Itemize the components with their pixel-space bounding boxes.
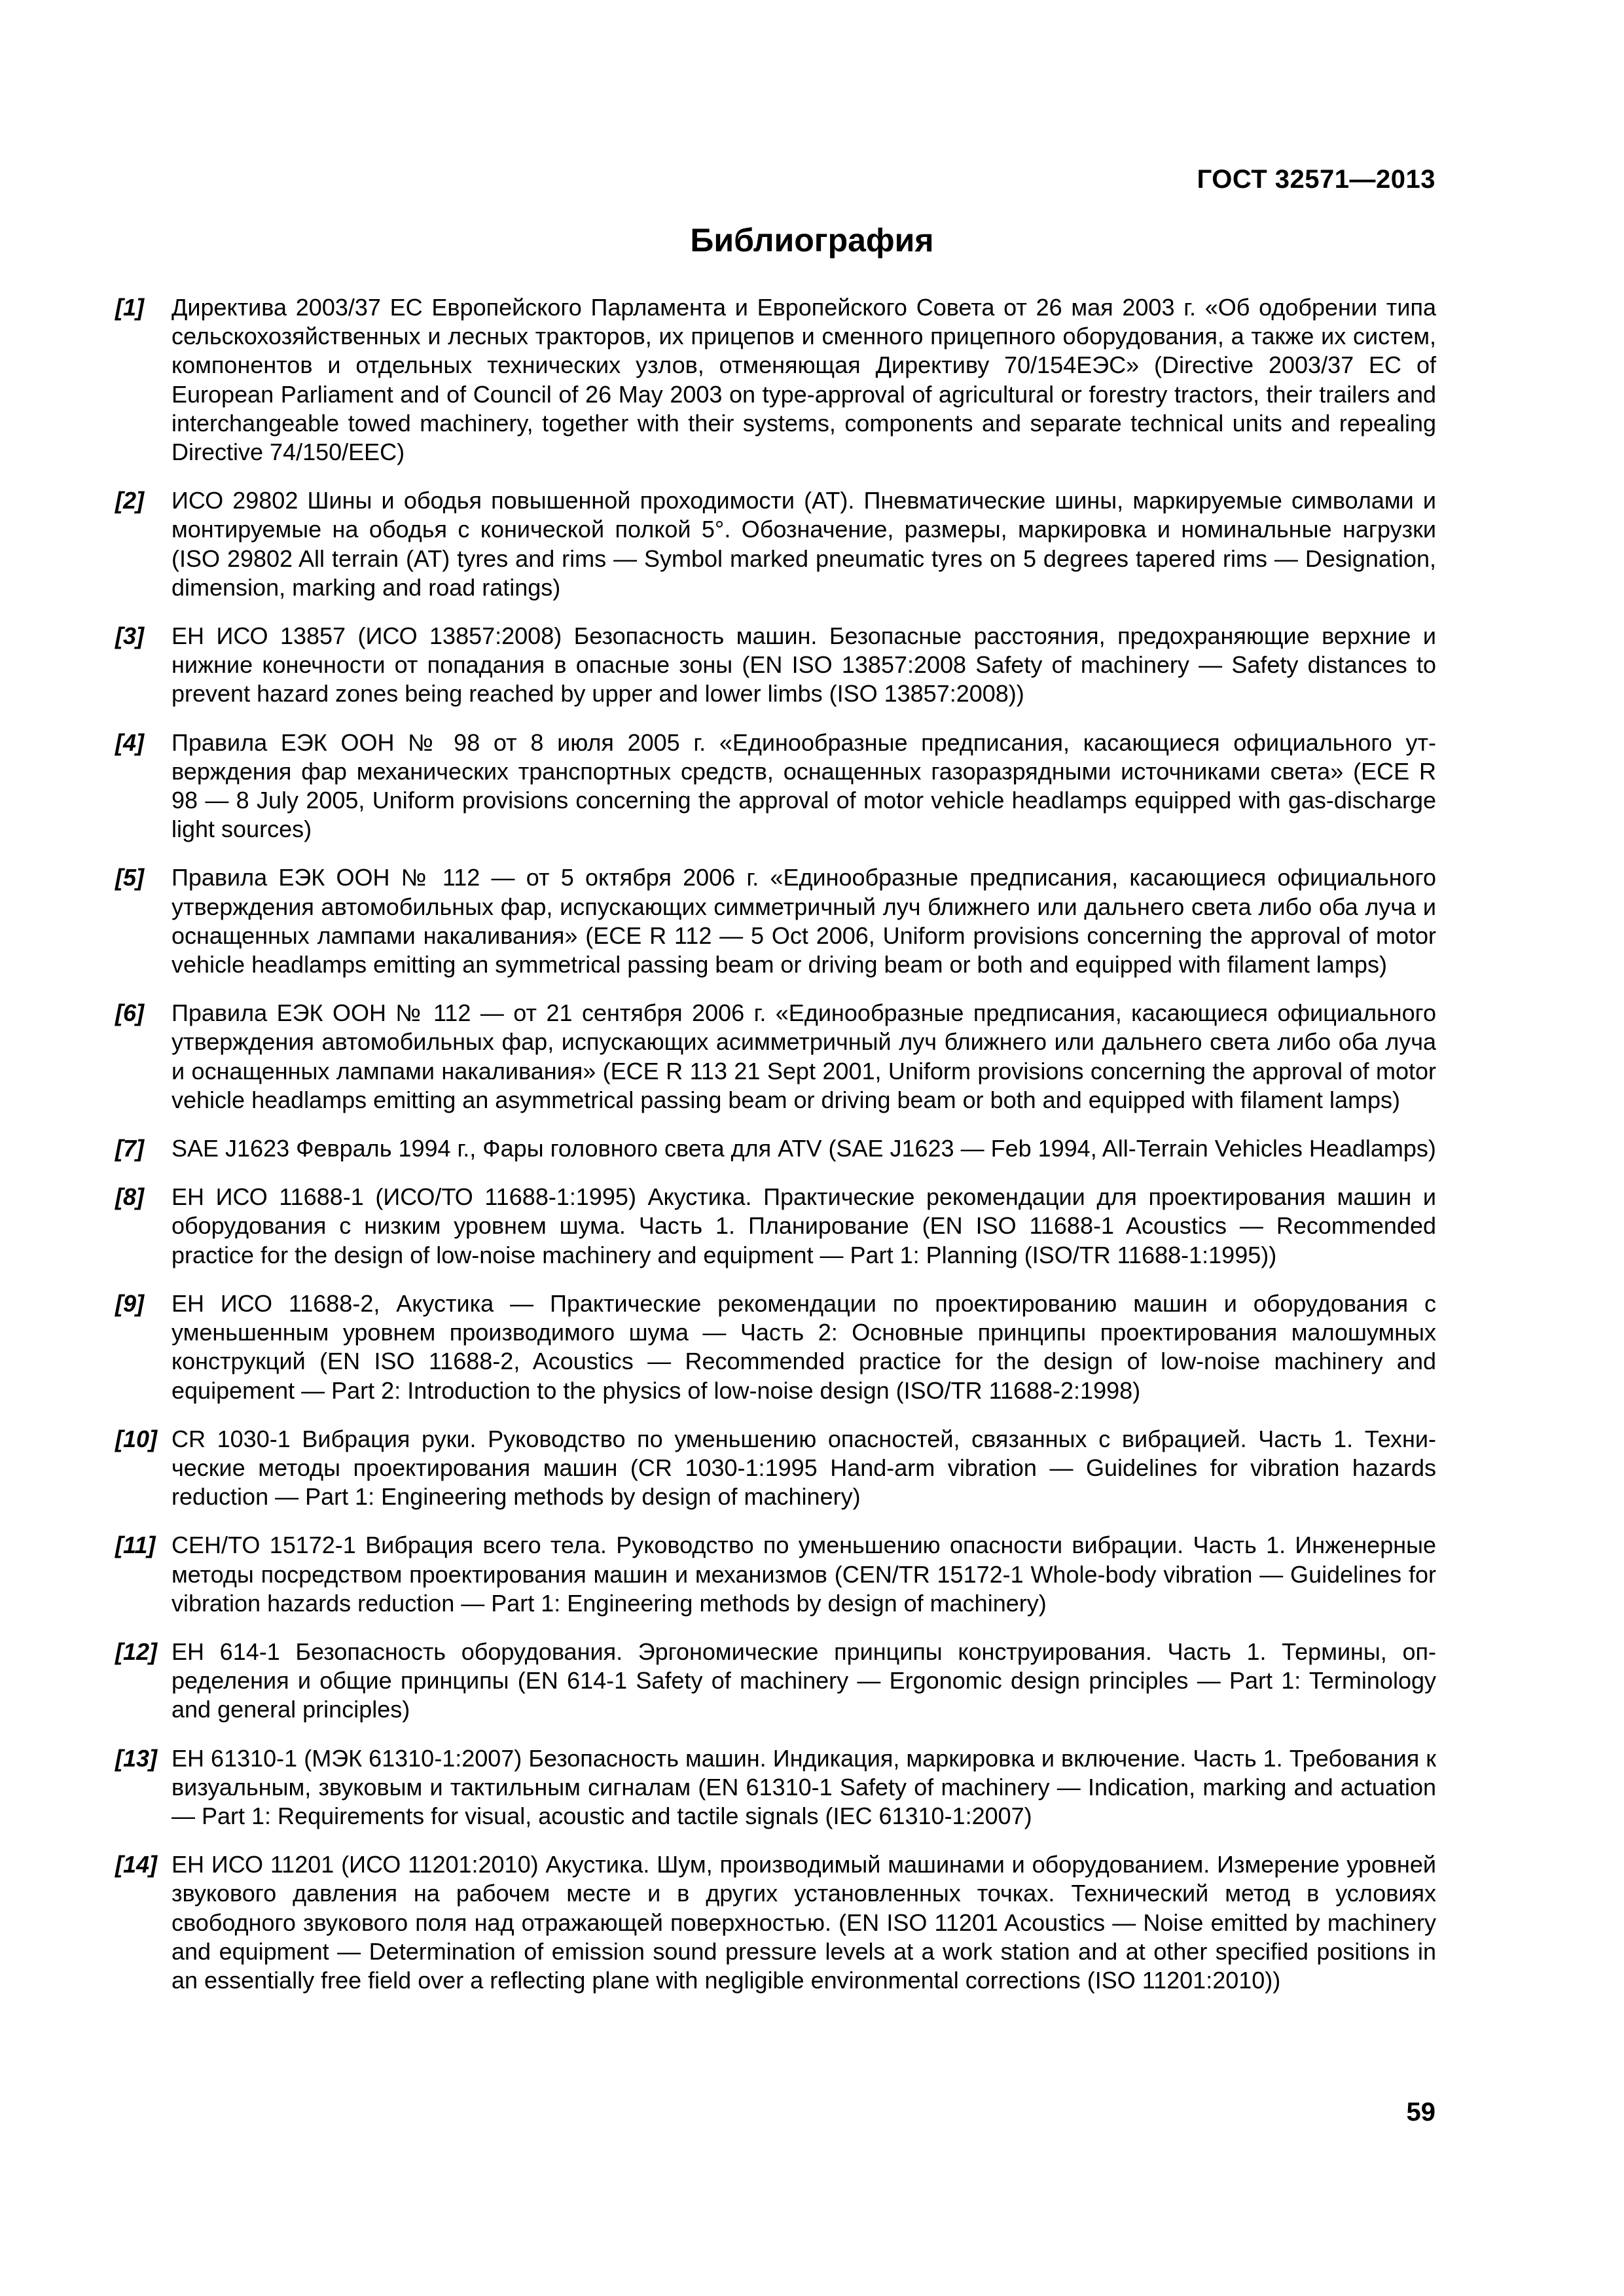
document-code-header: ГОСТ 32571—2013 <box>1197 165 1435 194</box>
reference-number: [1] <box>115 294 144 321</box>
reference-text: ЕН ИСО 11688-1 (ИСО/ТО 11688-1:1995) Акустика. Практические рекомендации для проектирования машин и оборудования с низким уровнем шума. Часть 1. Планирование (EN ISO 11688-1 Acoustics — Recommended practice for the design of low-noise machinery and equipment — Part 1: Planning (ISO/TR 11688-1:1995)) <box>171 1183 1436 1268</box>
bibliography-item <box>115 863 1436 979</box>
bibliography-item <box>115 1134 1436 1163</box>
bibliography-item <box>115 1289 1436 1405</box>
bibliography-item <box>115 622 1436 709</box>
reference-text: ЕН 614-1 Безопасность оборудования. Эргономические принципы конструирования. Часть 1. Термины, определения и общие принципы (EN 614-1 Safety of machinery — Ergonomic design principles — Part 1: Terminology and general principles) <box>171 1638 1436 1723</box>
reference-text: Правила ЕЭК ООН № 112 — от 5 октября 2006 г. «Единообразные предписания, касающиеся официального утверждения автомобильных фар, испускающих симметричный луч ближнего или дальнего света либо оба луча и оснащенных лампами накаливания» (ECE R 112 — 5 Oct 2006, Uniform provisions concerning the approval of motor vehicle headlamps emitting an symmetrical passing beam or driving beam or both and equipped with filament lamps) <box>171 864 1436 978</box>
bibliography-item <box>115 1850 1436 1995</box>
bibliography-item <box>115 486 1436 602</box>
bibliography-item <box>115 1425 1436 1512</box>
reference-text: ЕН 61310-1 (МЭК 61310-1:2007) Безопасность машин. Индикация, маркировка и включение. Часть 1. Требования к визуальным, звуковым и тактильным сигналам (EN 61310-1 Safety of machinery — Indication, marking and actuation — Part 1: Requirements for visual, acoustic and tactile signals (IEC 61310-1:2007) <box>171 1744 1436 1829</box>
reference-number: [4] <box>115 728 144 756</box>
bibliography-item <box>115 293 1436 467</box>
reference-number: [7] <box>115 1135 144 1162</box>
bibliography-item <box>115 1638 1436 1725</box>
bibliography-list <box>115 293 1436 2015</box>
reference-text: CR 1030-1 Вибрация руки. Руководство по уменьшению опасностей, связанных с вибрацией. Часть 1. Технические методы проектирования машин (CR 1030-1:1995 Hand-arm vibration — Guidelines for vibration hazards reduction — Part 1: Engineering methods by design of machinery) <box>171 1425 1436 1511</box>
bibliography-item <box>115 728 1436 844</box>
reference-text: Директива 2003/37 ЕС Европейского Парламента и Европейского Совета от 26 мая 2003 г. «Об одобрении типа сельскохозяйственных и лесных тракторов, их прицепов и сменного прицепного оборудования, а также их систем, компонентов и отдельных технических узлов, отменяющая Директиву 70/154ЕЭС» (Directive 2003/37 EC of European Parliament and of Council of 26 May 2003 on type-approval of agricultural or forestry tractors, their trailers and interchangeable towed machinery, together with their systems, components and separate technical units and repealing Directive 74/150/EEC) <box>171 294 1436 466</box>
reference-number: [13] <box>115 1744 158 1772</box>
reference-number: [3] <box>115 622 144 650</box>
reference-number: [12] <box>115 1638 158 1665</box>
reference-number: [2] <box>115 487 144 514</box>
reference-number: [11] <box>115 1532 156 1559</box>
reference-text: ЕН ИСО 11688-2, Акустика — Практические рекомендации по проектированию машин и оборудования с уменьшенным уровнем производимого шума — Часть 2: Основные принципы проектирования малошумных конструкций (EN ISO 11688-2, Acoustics — Recommended practice for the design of low-noise machinery and equipement — Part 2: Introduction to the physics of low-noise design (ISO/TR 11688-2:1998) <box>171 1289 1436 1404</box>
reference-number: [6] <box>115 999 144 1027</box>
reference-number: [8] <box>115 1183 144 1211</box>
bibliography-item <box>115 1744 1436 1831</box>
reference-number: [14] <box>115 1851 158 1878</box>
reference-number: [10] <box>115 1425 158 1452</box>
reference-number: [9] <box>115 1289 144 1317</box>
reference-text: ЕН ИСО 11201 (ИСО 11201:2010) Акустика. Шум, производимый машинами и оборудованием. Измерение уровней звукового давления на рабочем месте и в других установленных точках. Технический метод в условиях свободного звукового поля над отражающей поверхностью. (EN ISO 11201 Acoustics — Noise emitted by machinery and equipment — Determination of emission sound pressure levels at a work station and at other specified positions in an essentially free field over a reflecting plane with negligible environmental corrections (ISO 11201:2010)) <box>171 1851 1436 1994</box>
reference-text: SAE J1623 Февраль 1994 г., Фары головного света для ATV (SAE J1623 — Feb 1994, All-Terrain Vehicles Headlamps) <box>171 1135 1436 1162</box>
reference-number: [5] <box>115 864 144 891</box>
bibliography-item <box>115 1531 1436 1618</box>
page-title: Библиография <box>690 222 934 259</box>
reference-text: Правила ЕЭК ООН № 112 — от 21 сентября 2006 г. «Единообразные предписания, касающиеся официального утверждения автомобильных фар, испускающих асимметричный луч ближнего или дальнего света либо оба луча и оснащенных лампами накаливания» (ECE R 113 21 Sept 2001, Uniform provisions concerning the approval of motor vehicle headlamps emitting an asymmetrical passing beam or driving beam or both and equipped with filament lamps) <box>171 999 1436 1113</box>
reference-text: ИСО 29802 Шины и ободья повышенной проходимости (АТ). Пневматические шины, маркируемые символами и монтируемые на ободья с конической полкой 5°. Обозначение, размеры, маркировка и номинальные нагрузки (ISO 29802 All terrain (AT) tyres and rims — Symbol marked pneumatic tyres on 5 degrees tapered rims — Designation, dimension, marking and road ratings) <box>171 487 1436 601</box>
reference-text: ЕН ИСО 13857 (ИСО 13857:2008) Безопасность машин. Безопасные расстояния, предохраняющие верхние и нижние конечности от попадания в опасные зоны (EN ISO 13857:2008 Safety of machinery — Safety distances to prevent hazard zones being reached by upper and lower limbs (ISO 13857:2008)) <box>171 622 1436 708</box>
bibliography-item <box>115 999 1436 1115</box>
bibliography-item <box>115 1183 1436 1270</box>
reference-text: Правила ЕЭК ООН № 98 от 8 июля 2005 г. «Единообразные предписания, касающиеся официального утверждения фар механических транспортных средств, оснащенных газоразрядными источниками света» (ECE R 98 — 8 July 2005, Uniform provisions concerning the approval of motor vehicle headlamps equipped with gas-discharge light sources) <box>171 728 1436 843</box>
reference-text: CEH/TO 15172-1 Вибрация всего тела. Руководство по уменьшению опасности вибрации. Часть 1. Инженерные методы посредством проектирования машин и механизмов (CEN/TR 15172-1 Whole-body vibration — Guidelines for vibration hazards reduction — Part 1: Engineering methods by design of machinery) <box>171 1532 1436 1617</box>
page-number: 59 <box>1406 2098 1435 2126</box>
